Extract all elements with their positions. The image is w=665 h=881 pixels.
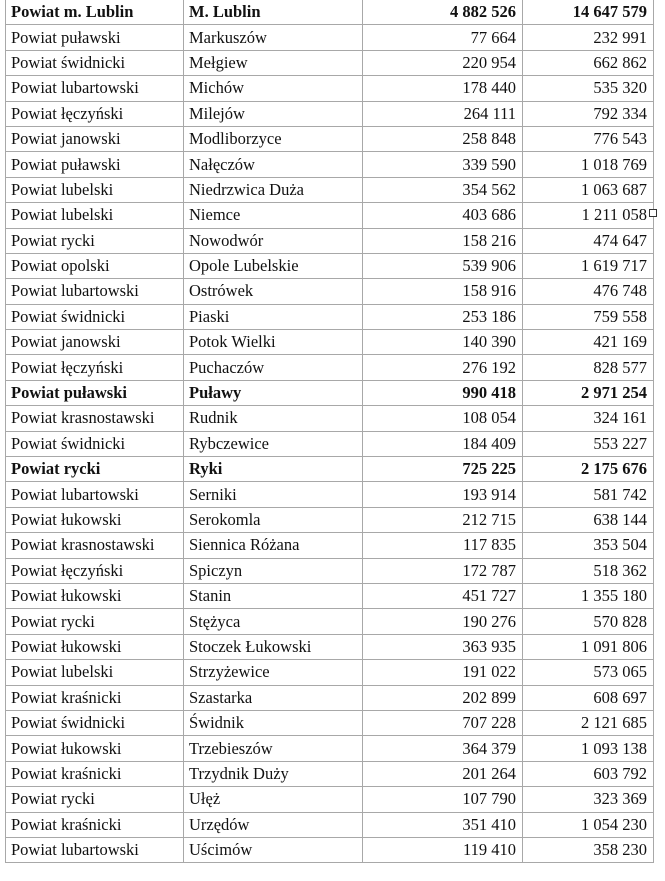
municipality-cell: Niedrzwica Duża (184, 177, 363, 202)
value-cell: 232 991 (523, 25, 654, 50)
county-cell: Powiat kraśnicki (6, 685, 184, 710)
table-row (6, 279, 654, 304)
table-row (6, 761, 654, 786)
municipality-cell: Urzędów (184, 812, 363, 837)
county-cell: Powiat lubartowski (6, 482, 184, 507)
value-cell: 117 835 (363, 533, 523, 558)
table-row (6, 76, 654, 101)
value-cell: 77 664 (363, 25, 523, 50)
municipality-cell: Spiczyn (184, 558, 363, 583)
value-cell: 1 355 180 (523, 583, 654, 608)
municipality-cell: Stoczek Łukowski (184, 634, 363, 659)
municipality-cell: Puchaczów (184, 355, 363, 380)
municipality-cell: Michów (184, 76, 363, 101)
value-cell: 220 954 (363, 50, 523, 75)
table-resize-handle[interactable] (649, 209, 657, 217)
value-cell: 476 748 (523, 279, 654, 304)
value-cell: 276 192 (363, 355, 523, 380)
value-cell: 184 409 (363, 431, 523, 456)
county-cell: Powiat lubartowski (6, 76, 184, 101)
table-row (6, 609, 654, 634)
county-cell: Powiat lubelski (6, 660, 184, 685)
value-cell: 707 228 (363, 710, 523, 735)
value-cell: 451 727 (363, 583, 523, 608)
county-cell: Powiat świdnicki (6, 431, 184, 456)
value-cell: 1 211 058 (523, 203, 654, 228)
table-row (6, 203, 654, 228)
municipality-cell: Mełgiew (184, 50, 363, 75)
value-cell: 4 882 526 (363, 0, 523, 25)
value-cell: 363 935 (363, 634, 523, 659)
municipality-cell: Strzyżewice (184, 660, 363, 685)
value-cell: 990 418 (363, 380, 523, 405)
county-cell: Powiat puławski (6, 380, 184, 405)
value-cell: 474 647 (523, 228, 654, 253)
table-row (6, 812, 654, 837)
county-cell: Powiat lubartowski (6, 279, 184, 304)
municipality-cell: Nowodwór (184, 228, 363, 253)
value-cell: 119 410 (363, 837, 523, 862)
value-cell: 253 186 (363, 304, 523, 329)
table-row (6, 253, 654, 278)
county-cell: Powiat świdnicki (6, 710, 184, 735)
municipality-cell: Ostrówek (184, 279, 363, 304)
value-cell: 158 216 (363, 228, 523, 253)
county-cell: Powiat łukowski (6, 583, 184, 608)
table-row (6, 533, 654, 558)
table-row (6, 660, 654, 685)
table-row (6, 457, 654, 482)
data-table (5, 0, 654, 863)
value-cell: 2 175 676 (523, 457, 654, 482)
table-row (6, 583, 654, 608)
county-cell: Powiat opolski (6, 253, 184, 278)
value-cell: 608 697 (523, 685, 654, 710)
value-cell: 1 093 138 (523, 736, 654, 761)
county-cell: Powiat rycki (6, 457, 184, 482)
value-cell: 828 577 (523, 355, 654, 380)
table-row (6, 558, 654, 583)
value-cell: 258 848 (363, 126, 523, 151)
municipality-cell: Szastarka (184, 685, 363, 710)
value-cell: 792 334 (523, 101, 654, 126)
county-cell: Powiat łęczyński (6, 101, 184, 126)
county-cell: Powiat łukowski (6, 634, 184, 659)
value-cell: 553 227 (523, 431, 654, 456)
table-row (6, 406, 654, 431)
value-cell: 776 543 (523, 126, 654, 151)
municipality-cell: Piaski (184, 304, 363, 329)
table-row (6, 0, 654, 25)
county-cell: Powiat rycki (6, 228, 184, 253)
table-row (6, 380, 654, 405)
table-row (6, 304, 654, 329)
municipality-cell: Siennica Różana (184, 533, 363, 558)
county-cell: Powiat kraśnicki (6, 761, 184, 786)
municipality-cell: Stanin (184, 583, 363, 608)
value-cell: 351 410 (363, 812, 523, 837)
municipality-cell: Trzebieszów (184, 736, 363, 761)
municipality-cell: Trzydnik Duży (184, 761, 363, 786)
value-cell: 535 320 (523, 76, 654, 101)
value-cell: 14 647 579 (523, 0, 654, 25)
table-row (6, 837, 654, 862)
table-row (6, 507, 654, 532)
county-cell: Powiat lubelski (6, 177, 184, 202)
municipality-cell: Modliborzyce (184, 126, 363, 151)
county-cell: Powiat świdnicki (6, 50, 184, 75)
municipality-cell: Markuszów (184, 25, 363, 50)
value-cell: 264 111 (363, 101, 523, 126)
table-row (6, 152, 654, 177)
value-cell: 539 906 (363, 253, 523, 278)
county-cell: Powiat m. Lublin (6, 0, 184, 25)
table-row (6, 634, 654, 659)
value-cell: 421 169 (523, 330, 654, 355)
value-cell: 323 369 (523, 787, 654, 812)
value-cell: 339 590 (363, 152, 523, 177)
county-cell: Powiat łukowski (6, 736, 184, 761)
value-cell: 178 440 (363, 76, 523, 101)
county-cell: Powiat janowski (6, 126, 184, 151)
value-cell: 518 362 (523, 558, 654, 583)
municipality-cell: Stężyca (184, 609, 363, 634)
value-cell: 638 144 (523, 507, 654, 532)
value-cell: 573 065 (523, 660, 654, 685)
county-cell: Powiat rycki (6, 609, 184, 634)
value-cell: 353 504 (523, 533, 654, 558)
value-cell: 107 790 (363, 787, 523, 812)
value-cell: 2 121 685 (523, 710, 654, 735)
county-cell: Powiat krasnostawski (6, 406, 184, 431)
value-cell: 603 792 (523, 761, 654, 786)
municipality-cell: Świdnik (184, 710, 363, 735)
value-cell: 1 063 687 (523, 177, 654, 202)
value-cell: 201 264 (363, 761, 523, 786)
table-row (6, 355, 654, 380)
municipality-cell: Serokomla (184, 507, 363, 532)
table-row (6, 710, 654, 735)
municipality-cell: Milejów (184, 101, 363, 126)
value-cell: 108 054 (363, 406, 523, 431)
county-cell: Powiat lubartowski (6, 837, 184, 862)
table-row (6, 736, 654, 761)
value-cell: 1 018 769 (523, 152, 654, 177)
value-cell: 172 787 (363, 558, 523, 583)
value-cell: 662 862 (523, 50, 654, 75)
value-cell: 759 558 (523, 304, 654, 329)
municipality-cell: Ryki (184, 457, 363, 482)
value-cell: 158 916 (363, 279, 523, 304)
municipality-cell: Opole Lubelskie (184, 253, 363, 278)
table-row (6, 685, 654, 710)
municipality-cell: Uścimów (184, 837, 363, 862)
value-cell: 364 379 (363, 736, 523, 761)
county-cell: Powiat lubelski (6, 203, 184, 228)
county-cell: Powiat rycki (6, 787, 184, 812)
municipality-cell: Nałęczów (184, 152, 363, 177)
county-cell: Powiat łęczyński (6, 558, 184, 583)
municipality-cell: M. Lublin (184, 0, 363, 25)
value-cell: 140 390 (363, 330, 523, 355)
table-row (6, 50, 654, 75)
value-cell: 190 276 (363, 609, 523, 634)
table-row (6, 228, 654, 253)
table-row (6, 431, 654, 456)
value-cell: 202 899 (363, 685, 523, 710)
value-cell: 581 742 (523, 482, 654, 507)
county-cell: Powiat krasnostawski (6, 533, 184, 558)
value-cell: 1 091 806 (523, 634, 654, 659)
municipality-cell: Rudnik (184, 406, 363, 431)
value-cell: 354 562 (363, 177, 523, 202)
county-cell: Powiat łęczyński (6, 355, 184, 380)
municipality-cell: Potok Wielki (184, 330, 363, 355)
municipality-cell: Niemce (184, 203, 363, 228)
value-cell: 1 054 230 (523, 812, 654, 837)
table-row (6, 330, 654, 355)
municipality-cell: Serniki (184, 482, 363, 507)
county-cell: Powiat puławski (6, 25, 184, 50)
municipality-cell: Ułęż (184, 787, 363, 812)
value-cell: 193 914 (363, 482, 523, 507)
value-cell: 212 715 (363, 507, 523, 532)
value-cell: 725 225 (363, 457, 523, 482)
county-cell: Powiat puławski (6, 152, 184, 177)
county-cell: Powiat świdnicki (6, 304, 184, 329)
table-row (6, 126, 654, 151)
value-cell: 2 971 254 (523, 380, 654, 405)
table-row (6, 482, 654, 507)
municipality-cell: Rybczewice (184, 431, 363, 456)
table-row (6, 787, 654, 812)
county-cell: Powiat kraśnicki (6, 812, 184, 837)
table-row (6, 25, 654, 50)
table-row (6, 177, 654, 202)
table-row (6, 101, 654, 126)
value-cell: 570 828 (523, 609, 654, 634)
table-body (6, 0, 654, 863)
value-cell: 191 022 (363, 660, 523, 685)
county-cell: Powiat łukowski (6, 507, 184, 532)
value-cell: 324 161 (523, 406, 654, 431)
county-cell: Powiat janowski (6, 330, 184, 355)
value-cell: 358 230 (523, 837, 654, 862)
value-cell: 1 619 717 (523, 253, 654, 278)
municipality-cell: Puławy (184, 380, 363, 405)
value-cell: 403 686 (363, 203, 523, 228)
